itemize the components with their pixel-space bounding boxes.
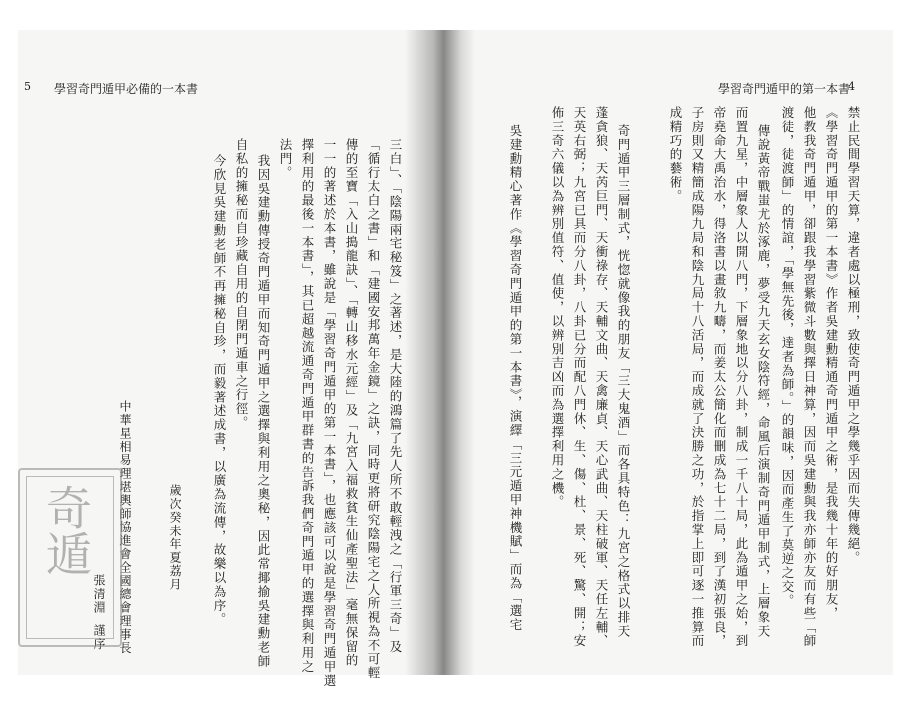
left-text-column: 傳的至寶「入山搗龍訣」、「轉山移水元經」及「九宮入福救貧生仙產聖法」毫無保留的 — [344, 138, 359, 668]
right-page-number: 4 — [848, 80, 855, 93]
left-text-column: 「循行太白之書」和「建國安邦萬年金鏡」之訣，同時更將研究陰陽宅之人所視為不可輕 — [366, 138, 381, 681]
right-page-header-title: 學習奇門遁甲的第一本書 — [718, 82, 851, 96]
seal-glyphs: 奇遁 — [39, 484, 93, 576]
right-text-column: 帝堯命大禹治水，得洛書以畫敘九疇，而姜太公簡化而刪成為七十二局，到了漢初張良， — [712, 106, 727, 649]
right-text-column: 渡徒，徒渡師」的情誼，「學無先後，達者為師。」的韻味，因而產生了莫逆之交。 — [780, 106, 795, 608]
right-text-column: 他教我奇門遁甲，卻跟我學習紫微斗數與擇日神算，因而吳建勳與我亦師亦友而有些「師 — [802, 106, 817, 649]
signature-suffix: 謹序 — [92, 624, 106, 651]
left-text-column: 三白」、「陰陽兩宅秘笈」之著述，是大陸的鴻篇了先人所不敢輕洩之「行軍三奇」及 — [388, 138, 403, 654]
signature-organization: 中華星相易理堪輿師協進會全國總會理事長 — [118, 400, 132, 655]
left-text-column: 法門。 — [278, 138, 293, 180]
left-text-column: 今欣見吳建勳老師不再擁秘自珍，而毅著述成書，以廣為流傳，故樂以為序。 — [212, 154, 227, 627]
book-gutter-shadow — [405, 30, 475, 675]
right-text-column: 佈三奇六儀以為辨別值符、值使，以辨別吉凶而為選擇利用之機。 — [550, 106, 565, 510]
left-text-column: 擇利用的最後一本書」，其已超越流通奇門遁甲群書的告訴我們奇門遁甲的選擇與利用之 — [300, 138, 315, 674]
right-text-column: 吳建勳精心著作《學習奇門遁甲的第一本書》，演繹「三元遁甲神機賦」而為「選宅 — [508, 124, 523, 633]
left-text-column: 一一的著述於本書，雖說是「學習奇門遁甲的第一本書」，也應該可以說是學習奇門遁甲選 — [322, 138, 337, 688]
signature-date: 歲次癸未年夏荔月 — [168, 484, 182, 592]
right-text-column: 禁止民間學習天算，違者處以極刑，致使奇門遁甲之學幾乎因而失傳幾絕。 — [846, 106, 861, 565]
right-text-column: 奇門遁甲三層制式，恍惚就像我的朋友「三大鬼酒」而各具特色：九宮之格式以排天 — [616, 124, 631, 639]
right-text-column: 而置九星，中層象人以開八門，下層象地以分八卦，制成一千八十局，此為遁甲之始，到 — [734, 106, 749, 649]
right-text-column: 《學習奇門遁甲的第一本書》作者吳建勳精通奇門遁甲之術，是我幾十年的好朋友， — [824, 106, 839, 621]
left-page-number: 5 — [24, 80, 31, 93]
left-text-column: 自私的擁秘而自珍藏自用的自閉門遁車之行徑。 — [234, 138, 249, 430]
right-text-column: 子房則又精簡成陽九局和陰九局十八活局，而成就了決勝之功，於指掌上即可逐一推算而 — [690, 106, 705, 649]
author-seal-stamp — [18, 468, 122, 647]
signature-name: 張清淵 — [92, 574, 106, 615]
left-page-header-title: 學習奇門遁甲必備的一本書 — [54, 82, 199, 96]
right-text-column: 成精巧的藝術。 — [668, 106, 683, 204]
left-text-column: 我因吳建勳傳授奇門遁甲而知奇門遁甲之選擇與利用之奧秘，因此常揶揄吳建勳老師 — [256, 154, 271, 669]
right-text-column: 傳說黃帝戰蚩尤於涿鹿，夢受九天玄女陰符經，命風后演制奇門遁甲制式，上層象天 — [756, 124, 771, 639]
right-text-column: 蓬貪狼、天芮巨門、天衝祿存、天輔文曲、天禽廉貞、天心武曲、天柱破軍、天任左輔、 — [594, 106, 609, 649]
right-text-column: 天英右弼；九宮已具而分八卦，八卦已分而配八門休、生、傷、杜、景、死、驚、開；安 — [572, 106, 587, 649]
